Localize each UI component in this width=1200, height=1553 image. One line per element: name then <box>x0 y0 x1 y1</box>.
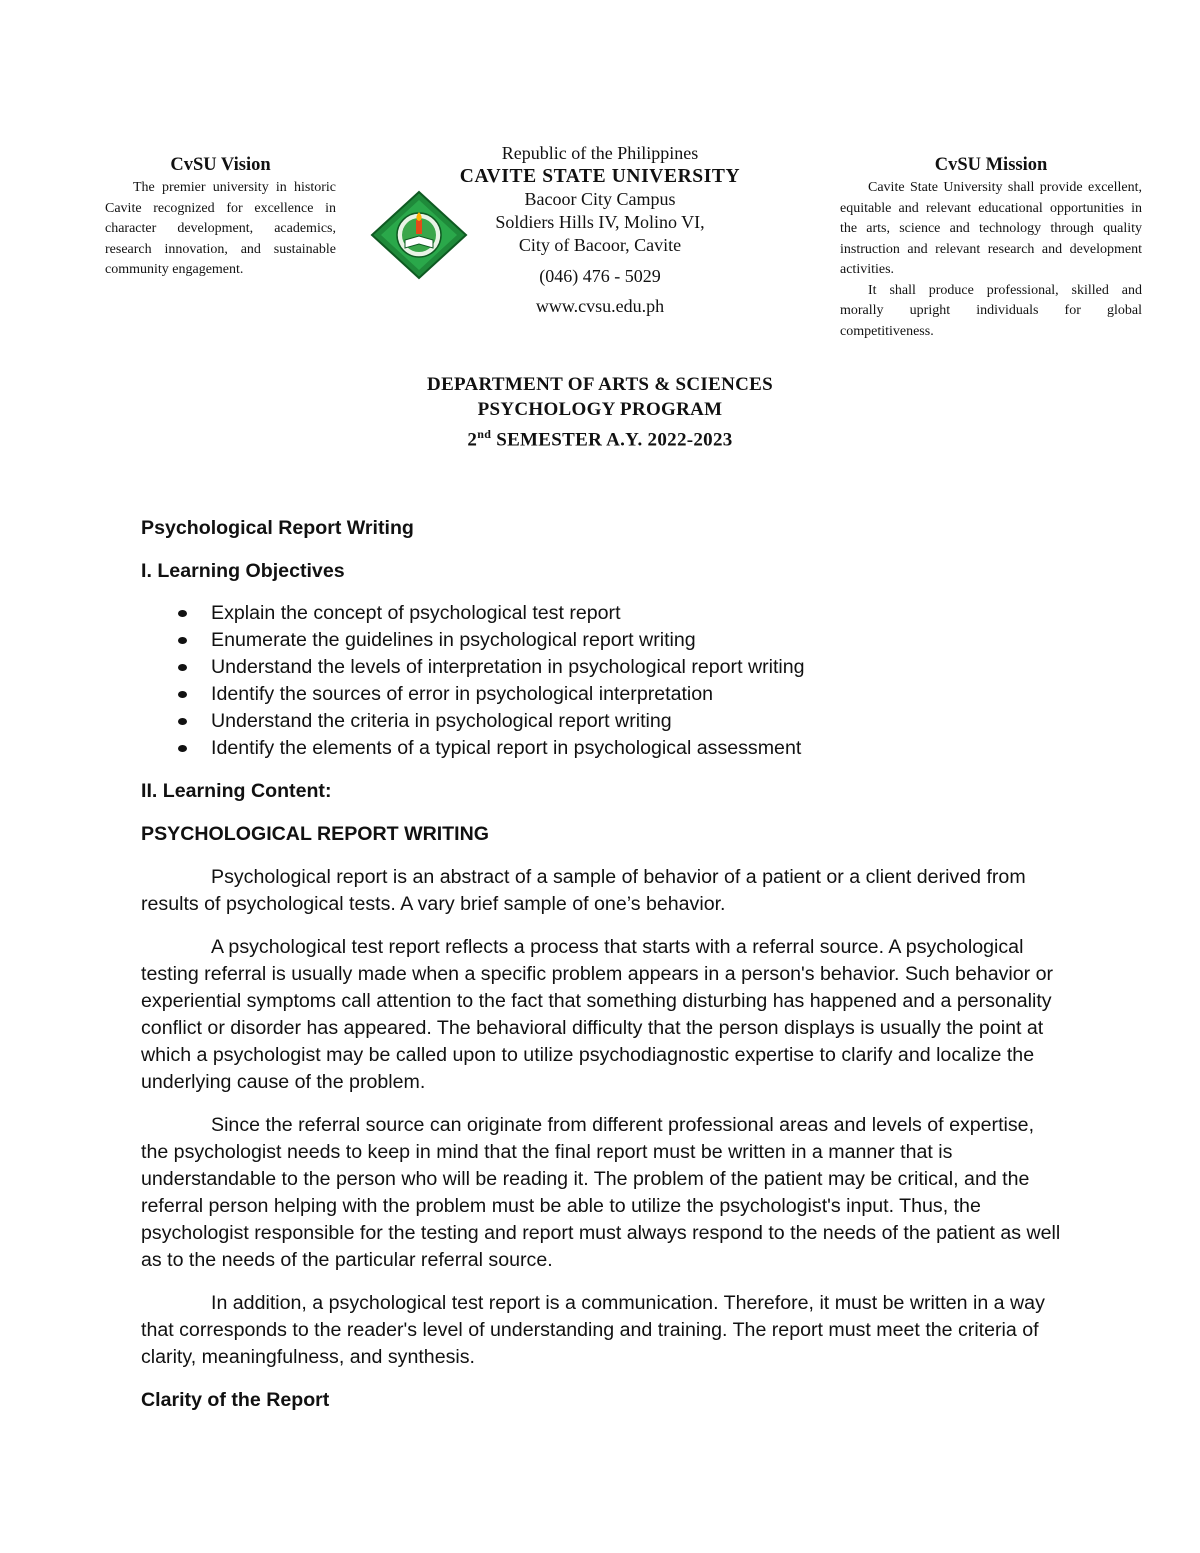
vision-block <box>105 153 336 281</box>
bullet-icon <box>178 637 187 644</box>
campus-name: Bacoor City Campus <box>524 189 676 209</box>
objectives-heading: I. Learning Objectives <box>141 560 345 582</box>
paragraph: In addition, a psychological test report is a communication. Therefore, it must be written in a way that corresponds to the reader's level of understanding and training. The report must meet the criteria of clarity, meaningfulness, and synthesis. <box>141 1292 1045 1368</box>
phone-number: (046) 476 - 5029 <box>539 266 661 286</box>
semester-suffix: nd <box>477 427 492 441</box>
republic-line: Republic of the Philippines <box>501 143 699 163</box>
paragraph: Psychological report is an abstract of a sample of behavior of a patient or a client derived from results of psychological tests. A vary brief sample of one’s behavior. <box>141 866 1026 915</box>
vision-title: CvSU Vision <box>170 155 271 175</box>
list-item: Explain the concept of psychological test report <box>141 600 1066 627</box>
document-title: Psychological Report Writing <box>141 517 414 539</box>
bullet-icon <box>178 664 187 671</box>
university-name: CAVITE STATE UNIVERSITY <box>459 166 741 187</box>
vision-text: The premier university in historic Cavite recognized for excellence in character development, academics, research innovation, and sustainable community engagement. <box>105 180 336 277</box>
mission-text-2: It shall produce professional, skilled and morally upright individuals for global competitiveness. <box>840 282 1142 339</box>
university-header <box>420 142 780 318</box>
mission-block <box>840 153 1142 342</box>
section-heading: PSYCHOLOGICAL REPORT WRITING <box>141 823 489 845</box>
semester-text: SEMESTER A.Y. 2022-2023 <box>491 429 733 451</box>
semester-line <box>300 422 900 452</box>
bullet-icon <box>178 745 187 752</box>
paragraph: Since the referral source can originate from different professional areas and levels of expertise, the psychologist needs to keep in mind that the final report must be written in a manner that is understandable to the person who will be reading it. The problem of the patient may be critical, and the referral person helping with the problem must be able to utilize the psychologist's input. Thus, the psychologist responsible for the testing and report must always respond to the needs of the patient as well as to the needs of the particular referral source. <box>141 1114 1061 1271</box>
list-item: Enumerate the guidelines in psychological report writing <box>141 627 1066 654</box>
mission-text-1: Cavite State University shall provide excellent, equitable and relevant educational opportunities in the arts, science and technology through quality instruction and relevant research and development activities. <box>840 180 1142 277</box>
list-item: Identify the elements of a typical report in psychological assessment <box>141 735 1066 762</box>
bullet-icon <box>178 718 187 725</box>
learning-content-heading: II. Learning Content: <box>141 780 332 802</box>
list-item: Understand the levels of interpretation in psychological report writing <box>141 654 1066 681</box>
list-item: Understand the criteria in psychological report writing <box>141 708 1066 735</box>
clarity-heading: Clarity of the Report <box>141 1389 330 1411</box>
objectives-list <box>141 600 1066 762</box>
department-heading <box>300 372 900 452</box>
bullet-icon <box>178 691 187 698</box>
program-name: PSYCHOLOGY PROGRAM <box>477 399 723 420</box>
phone-line <box>420 265 780 288</box>
website-link[interactable]: www.cvsu.edu.ph <box>535 296 665 316</box>
paragraph: A psychological test report reflects a process that starts with a referral source. A psychological testing referral is usually made when a specific problem appears in a person's behavior. Such behavior or experiential symptoms call attention to the fact that something disturbing has happened and a personality conflict or disorder has appeared. The behavioral difficulty that the person displays is usually the point at which a psychologist may be called upon to utilize psychodiagnostic expertise to clarify and localize the underlying cause of the problem. <box>141 936 1054 1093</box>
mission-title: CvSU Mission <box>934 155 1048 175</box>
document-content <box>141 515 1066 1414</box>
semester-number: 2 <box>467 429 478 451</box>
address-line-1: Soldiers Hills IV, Molino VI, <box>495 212 705 232</box>
address-line-2: City of Bacoor, Cavite <box>518 235 682 255</box>
department-name: DEPARTMENT OF ARTS & SCIENCES <box>427 374 773 395</box>
bullet-icon <box>178 610 187 617</box>
list-item: Identify the sources of error in psychological interpretation <box>141 681 1066 708</box>
